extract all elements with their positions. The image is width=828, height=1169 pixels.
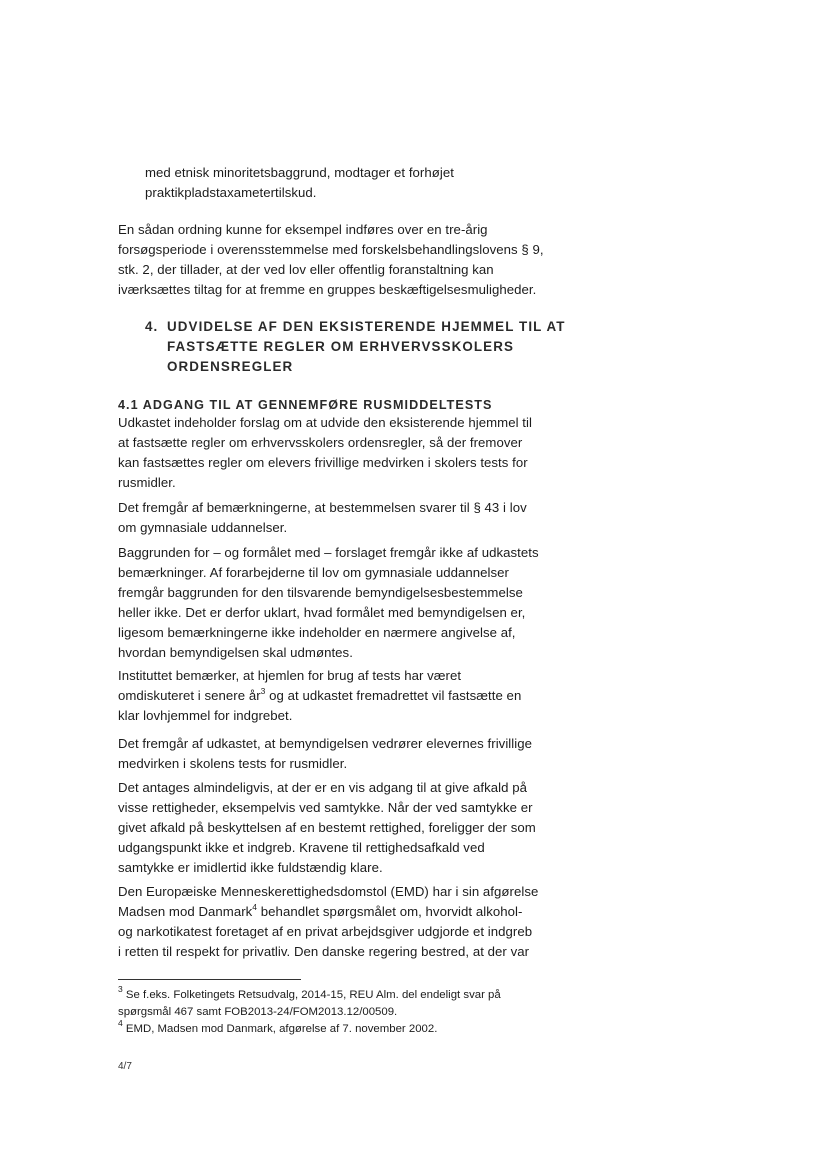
text-line: Det fremgår af udkastet, at bemyndigelsen vedrører elevernes frivillige [118, 736, 533, 751]
text-line: ligesom bemærkningerne ikke indeholder en nærmere angivelse af, [118, 625, 516, 640]
footnote-mark: 4 [118, 1018, 123, 1029]
text-line: iværksættes tiltag for at fremme en gruppes beskæftigelsesmuligheder. [118, 282, 537, 297]
text-line: Det antages almindeligvis, at der er en vis adgang til at give afkald på [118, 780, 527, 795]
footnote-mark: 3 [118, 984, 123, 995]
page-number: 4/7 [118, 1061, 132, 1072]
paragraph-bemaerkninger [118, 498, 527, 538]
paragraph-udkast [118, 734, 532, 774]
text-line: medvirken i skolens tests for rusmidler. [118, 756, 348, 771]
footnote-text: EMD, Madsen mod Danmark, afgørelse af 7. november 2002. [122, 1023, 438, 1035]
text-line: praktikpladstaxametertilskud. [145, 185, 317, 200]
text-line: med etnisk minoritetsbaggrund, modtager et forhøjet [145, 165, 454, 180]
text-line: kan fastsættes regler om elevers frivillige medvirken i skolers tests for [118, 455, 528, 470]
section-number: 4. [145, 319, 159, 334]
text-line: En sådan ordning kunne for eksempel indføres over en tre-årig [118, 222, 488, 237]
text-line: Udkastet indeholder forslag om at udvide den eksisterende hjemmel til [118, 415, 532, 430]
text-line: klar lovhjemmel for indgrebet. [118, 708, 293, 723]
footnote-3 [118, 984, 501, 1004]
text-line: fremgår baggrunden for den tilsvarende bemyndigelsesbestemmelse [118, 585, 523, 600]
paragraph-emd [118, 882, 538, 962]
paragraph-instituttet [118, 666, 521, 726]
paragraph-baggrund [118, 543, 539, 663]
heading-line: FASTSÆTTE REGLER OM ERHVERVSSKOLERS [167, 339, 515, 354]
footnote-4 [118, 1018, 501, 1038]
text-line: hvordan bemyndigelsen skal udmøntes. [118, 645, 353, 660]
text-line: givet afkald på beskyttelsen af en bestemt rettighed, foreligger der som [118, 820, 536, 835]
text-segment: Madsen mod Danmark [118, 904, 253, 919]
text-segment: behandlet spørgsmålet om, hvorvidt alkohol- [257, 904, 523, 919]
text-line: i retten til respekt for privatliv. Den danske regering bestred, at der var [118, 944, 530, 959]
text-line: Den Europæiske Menneskerettighedsdomstol (EMD) har i sin afgørelse [118, 884, 539, 899]
text-line: rusmidler. [118, 475, 176, 490]
footnote-3-continuation: spørgsmål 467 samt FOB2013-24/FOM2013.12/00509. [118, 1006, 398, 1018]
continuation-paragraph [145, 163, 454, 203]
text-line: at fastsætte regler om erhvervsskolers ordensregler, så der fremover [118, 435, 523, 450]
text-line: visse rettigheder, eksempelvis ved samtykke. Når der ved samtykke er [118, 800, 533, 815]
text-line [118, 686, 521, 706]
paragraph-antages [118, 778, 536, 878]
footnotes [118, 984, 501, 1038]
heading-line: ORDENSREGLER [167, 359, 294, 374]
text-line: og narkotikatest foretaget af en privat arbejdsgiver udgjorde et indgreb [118, 924, 533, 939]
text-line: bemærkninger. Af forarbejderne til lov om gymnasiale uddannelser [118, 565, 509, 580]
paragraph-ordning [118, 220, 544, 300]
text-line: Instituttet bemærker, at hjemlen for brug af tests har været [118, 668, 462, 683]
section-4-1-heading: 4.1 ADGANG TIL AT GENNEMFØRE RUSMIDDELTESTS [118, 398, 493, 412]
text-segment: og at udkastet fremadrettet vil fastsætte en [265, 688, 522, 703]
paragraph-udkastet [118, 413, 532, 493]
text-line: samtykke er imidlertid ikke fuldstændig klare. [118, 860, 383, 875]
text-line: Baggrunden for – og formålet med – forslaget fremgår ikke af udkastets [118, 545, 539, 560]
heading-line: UDVIDELSE AF DEN EKSISTERENDE HJEMMEL TIL AT [167, 319, 566, 334]
footnote-divider [118, 979, 301, 980]
text-line: forsøgsperiode i overensstemmelse med forskelsbehandlingslovens § 9, [118, 242, 544, 257]
text-line: stk. 2, der tillader, at der ved lov eller offentlig foranstaltning kan [118, 262, 494, 277]
text-line: udgangspunkt ikke et indgreb. Kravene til rettighedsafkald ved [118, 840, 485, 855]
text-segment: omdiskuteret i senere år [118, 688, 261, 703]
text-line: heller ikke. Det er derfor uklart, hvad formålet med bemyndigelsen er, [118, 605, 526, 620]
text-line [118, 902, 538, 922]
text-line: om gymnasiale uddannelser. [118, 520, 288, 535]
footnote-text: Se f.eks. Folketingets Retsudvalg, 2014-15, REU Alm. del endeligt svar på [122, 989, 501, 1001]
footnote-ref-3[interactable]: 3 [260, 685, 266, 696]
text-line: Det fremgår af bemærkningerne, at bestemmelsen svarer til § 43 i lov [118, 500, 527, 515]
footnote-ref-4[interactable]: 4 [252, 901, 258, 912]
